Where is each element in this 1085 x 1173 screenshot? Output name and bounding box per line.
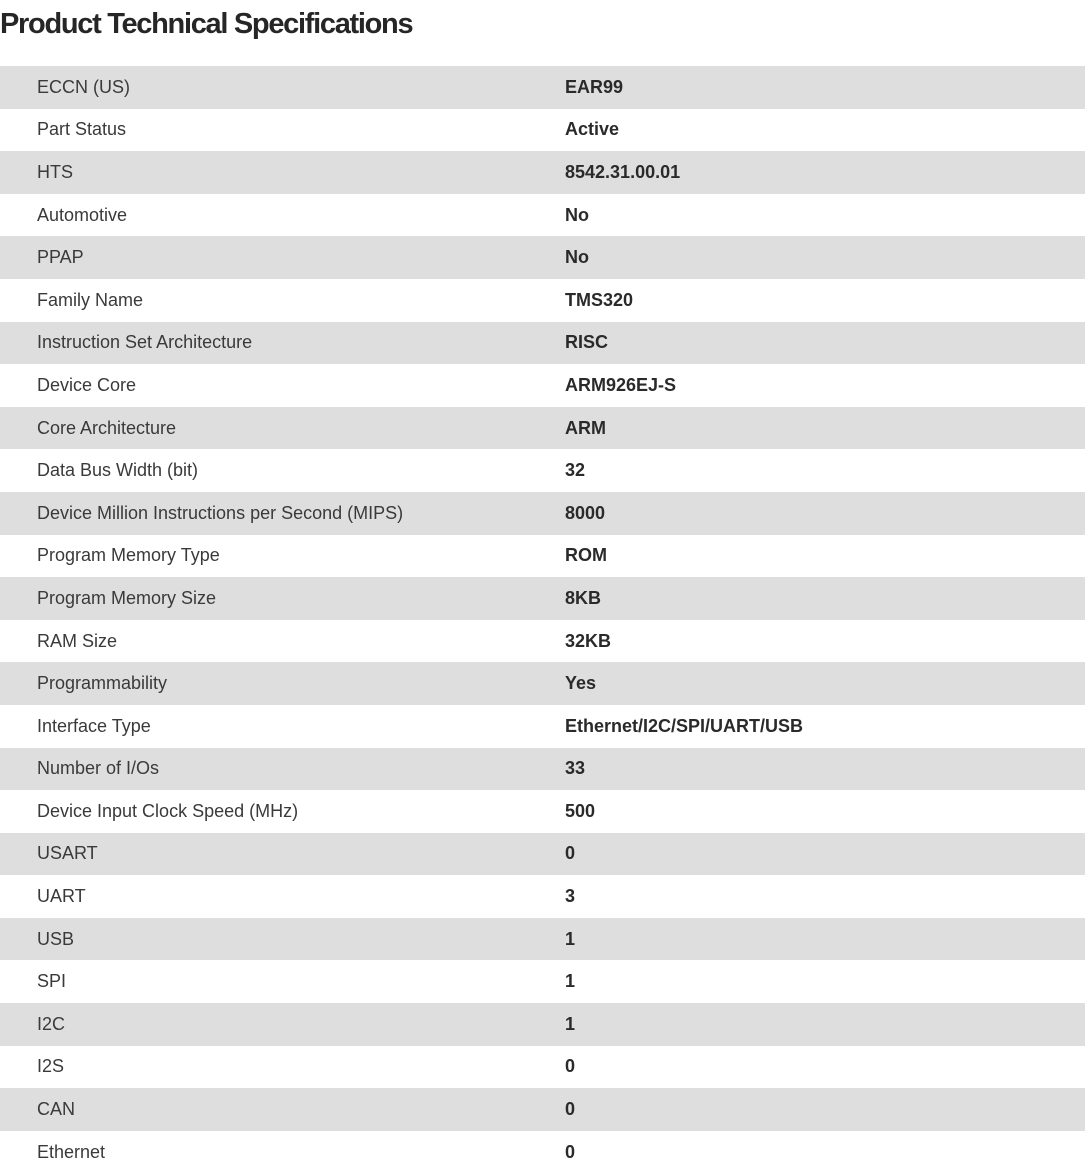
spec-label: Device Million Instructions per Second (MIPS) bbox=[37, 502, 404, 523]
spec-label: Programmability bbox=[37, 673, 168, 694]
spec-label: HTS bbox=[37, 161, 73, 182]
spec-label: Number of I/Os bbox=[37, 758, 160, 779]
table-row bbox=[0, 364, 1085, 407]
spec-label: USART bbox=[37, 843, 98, 864]
spec-label: RAM Size bbox=[37, 630, 118, 651]
table-row bbox=[0, 1046, 1085, 1089]
spec-table bbox=[0, 66, 1085, 1173]
spec-value: RISC bbox=[565, 332, 609, 353]
table-row bbox=[0, 577, 1085, 620]
spec-value: 32 bbox=[565, 460, 586, 481]
spec-value: Active bbox=[565, 119, 620, 140]
spec-label: I2S bbox=[37, 1056, 65, 1077]
spec-value: 1 bbox=[565, 971, 576, 992]
spec-value: No bbox=[565, 247, 589, 268]
table-row bbox=[0, 492, 1085, 535]
table-row bbox=[0, 407, 1085, 450]
spec-value: ROM bbox=[565, 545, 607, 566]
spec-label: Program Memory Size bbox=[37, 587, 217, 608]
spec-label: Program Memory Type bbox=[37, 545, 220, 566]
spec-value: 1 bbox=[565, 1013, 576, 1034]
spec-value: Yes bbox=[565, 673, 597, 694]
spec-label: Core Architecture bbox=[37, 417, 177, 438]
spec-label: Device Core bbox=[37, 374, 137, 395]
spec-label: PPAP bbox=[37, 247, 84, 268]
spec-label: CAN bbox=[37, 1099, 76, 1120]
spec-value: 0 bbox=[565, 1141, 576, 1162]
spec-label: USB bbox=[37, 928, 75, 949]
spec-value: Ethernet/I2C/SPI/UART/USB bbox=[565, 715, 804, 736]
spec-label: Data Bus Width (bit) bbox=[37, 460, 199, 481]
table-row bbox=[0, 236, 1085, 279]
table-row bbox=[0, 833, 1085, 876]
table-row bbox=[0, 748, 1085, 791]
spec-label: I2C bbox=[37, 1013, 66, 1034]
spec-value: ARM bbox=[565, 417, 606, 438]
spec-value: EAR99 bbox=[565, 76, 624, 97]
spec-label: Interface Type bbox=[37, 715, 151, 736]
table-row bbox=[0, 66, 1085, 109]
spec-value: 0 bbox=[565, 843, 576, 864]
table-row bbox=[0, 109, 1085, 152]
spec-value: ARM926EJ-S bbox=[565, 374, 677, 395]
spec-label: UART bbox=[37, 886, 86, 907]
table-row bbox=[0, 875, 1085, 918]
table-row bbox=[0, 705, 1085, 748]
table-row bbox=[0, 790, 1085, 833]
table-row bbox=[0, 662, 1085, 705]
table-row bbox=[0, 279, 1085, 322]
spec-value: No bbox=[565, 204, 589, 225]
spec-value: 3 bbox=[565, 886, 576, 907]
table-row bbox=[0, 1003, 1085, 1046]
table-row bbox=[0, 535, 1085, 578]
spec-value: 0 bbox=[565, 1099, 576, 1120]
spec-label: Ethernet bbox=[37, 1141, 106, 1162]
spec-label: Device Input Clock Speed (MHz) bbox=[37, 800, 299, 821]
table-row bbox=[0, 960, 1085, 1003]
spec-value: 8542.31.00.01 bbox=[565, 161, 681, 182]
spec-label: Part Status bbox=[37, 119, 127, 140]
spec-value: 0 bbox=[565, 1056, 576, 1077]
spec-value: 8000 bbox=[565, 502, 606, 523]
spec-value: TMS320 bbox=[565, 289, 634, 310]
spec-label: ECCN (US) bbox=[37, 76, 130, 97]
table-row bbox=[0, 620, 1085, 663]
spec-label: Automotive bbox=[37, 204, 128, 225]
table-row bbox=[0, 918, 1085, 961]
spec-value: 33 bbox=[565, 758, 586, 779]
table-row bbox=[0, 194, 1085, 237]
spec-value: 1 bbox=[565, 928, 576, 949]
table-row bbox=[0, 151, 1085, 194]
page-title: Product Technical Specifications bbox=[0, 8, 413, 40]
table-row bbox=[0, 449, 1085, 492]
spec-label: Family Name bbox=[37, 289, 144, 310]
spec-value: 8KB bbox=[565, 587, 602, 608]
table-row bbox=[0, 322, 1085, 365]
spec-label: SPI bbox=[37, 971, 67, 992]
spec-label: Instruction Set Architecture bbox=[37, 332, 253, 353]
table-row bbox=[0, 1088, 1085, 1131]
spec-value: 500 bbox=[565, 800, 596, 821]
spec-value: 32KB bbox=[565, 630, 612, 651]
